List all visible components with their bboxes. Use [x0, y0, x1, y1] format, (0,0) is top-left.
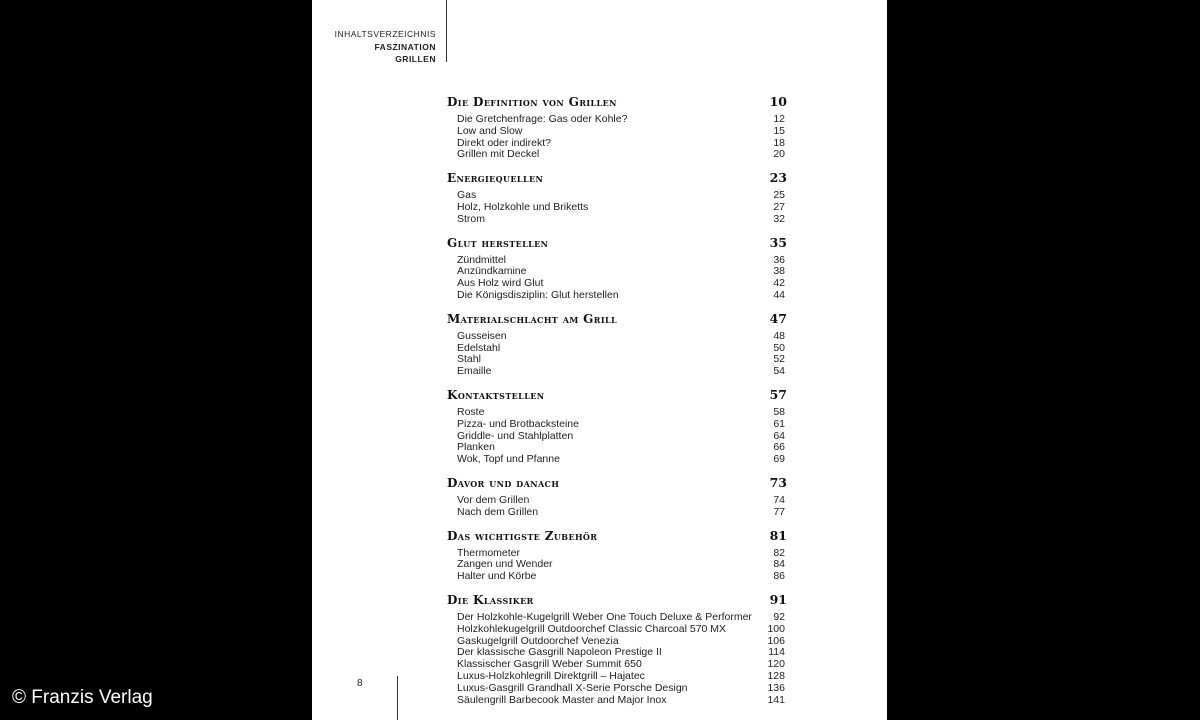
toc-section: [447, 311, 787, 377]
entry-label: Halter und Körbe: [457, 570, 537, 583]
toc-entry: [447, 265, 787, 277]
toc-entry: [447, 289, 787, 301]
section-page-number: 23: [769, 170, 787, 186]
section-title: Kontaktstellen: [447, 387, 545, 402]
entry-page-number: 141: [767, 693, 785, 706]
toc-entry: [447, 330, 787, 342]
toc-section-heading: [447, 387, 787, 406]
toc-entry: [447, 658, 787, 670]
header-line-1: INHALTSVERZEICHNIS: [334, 29, 436, 39]
toc-entry: [447, 113, 787, 125]
entry-label: Emaille: [457, 365, 492, 378]
section-title: Die Definition von Grillen: [447, 95, 617, 109]
toc-entry: [447, 694, 787, 706]
toc-entry: [447, 570, 787, 582]
entry-page-number: 114: [768, 646, 785, 659]
toc-section: [447, 94, 787, 160]
toc-section-heading: [447, 170, 787, 189]
entry-page-number: 82: [773, 546, 785, 559]
toc-entry: [447, 670, 787, 682]
entry-label: Aus Holz wird Glut: [457, 277, 544, 290]
toc-section-heading: [447, 311, 787, 330]
toc-entry: [447, 213, 787, 225]
entry-page-number: 106: [767, 634, 785, 647]
entry-label: Edelstahl: [457, 341, 501, 354]
toc-section: [447, 475, 787, 518]
toc-section-heading: [447, 94, 787, 113]
entry-page-number: 64: [773, 429, 785, 442]
header-line-2: FASZINATION: [374, 41, 436, 52]
toc-section-heading: [447, 592, 787, 611]
entry-page-number: 100: [767, 622, 785, 635]
toc-section: [447, 387, 787, 465]
entry-label: Griddle- und Stahlplatten: [457, 429, 574, 442]
entry-page-number: 77: [773, 505, 785, 518]
entry-page-number: 74: [773, 493, 785, 506]
entry-label: Low and Slow: [457, 124, 523, 137]
entry-label: Der klassische Gasgrill Napoleon Prestige II: [457, 646, 662, 659]
toc-entry: [447, 365, 787, 377]
entry-page-number: 136: [767, 681, 785, 694]
entry-page-number: 84: [773, 558, 785, 571]
entry-page-number: 18: [773, 136, 785, 149]
toc-entry: [447, 453, 787, 465]
entry-page-number: 128: [767, 669, 785, 682]
entry-label: Direkt oder indirekt?: [457, 136, 551, 149]
entry-label: Luxus-Holzkohlegrill Direktgrill – Hajatec: [457, 669, 645, 682]
entry-page-number: 58: [773, 405, 785, 418]
toc-section-heading: [447, 235, 787, 254]
section-title: Glut herstellen: [447, 235, 549, 250]
entry-label: Thermometer: [457, 546, 521, 559]
toc-section-heading: [447, 528, 787, 547]
toc-section-heading: [447, 475, 787, 494]
section-title: Materialschlacht am Grill: [447, 311, 618, 326]
entry-label: Wok, Topf und Pfanne: [457, 453, 560, 466]
toc-entry: [447, 189, 787, 201]
entry-page-number: 69: [773, 453, 785, 466]
toc-entry: [447, 494, 787, 506]
section-page-number: 81: [769, 527, 787, 543]
toc-entry: [447, 558, 787, 570]
entry-page-number: 38: [773, 265, 785, 278]
section-page-number: 47: [769, 310, 787, 326]
entry-label: Gusseisen: [457, 329, 507, 342]
toc-entry: [447, 353, 787, 365]
section-page-number: 35: [769, 234, 787, 250]
toc-section: [447, 592, 787, 705]
entry-page-number: 54: [773, 365, 785, 378]
entry-page-number: 12: [773, 113, 785, 125]
toc-entry: [447, 611, 787, 623]
toc-entry: [447, 201, 787, 213]
entry-label: Nach dem Grillen: [457, 505, 539, 518]
entry-page-number: 32: [773, 212, 785, 225]
entry-label: Gaskugelgrill Outdoorchef Venezia: [457, 634, 619, 647]
toc-entry: [447, 418, 787, 430]
section-page-number: 57: [769, 386, 787, 402]
toc-entry: [447, 441, 787, 453]
entry-label: Die Königsdisziplin: Glut herstellen: [457, 288, 619, 301]
entry-page-number: 20: [773, 148, 785, 161]
section-page-number: 10: [769, 94, 787, 109]
entry-label: Grillen mit Deckel: [457, 148, 540, 161]
entry-page-number: 15: [773, 124, 785, 137]
entry-page-number: 92: [773, 610, 785, 623]
entry-page-number: 66: [773, 441, 785, 454]
table-of-contents: [447, 94, 787, 715]
section-page-number: 73: [769, 474, 787, 490]
toc-section: [447, 235, 787, 301]
entry-label: Holz, Holzkohle und Briketts: [457, 200, 589, 213]
entry-page-number: 50: [773, 341, 785, 354]
entry-label: Der Holzkohle-Kugelgrill Weber One Touch Deluxe & Performer: [457, 610, 752, 623]
entry-label: Säulengrill Barbecook Master and Major Inox: [457, 693, 667, 706]
entry-page-number: 48: [773, 329, 785, 342]
entry-label: Anzündkamine: [457, 265, 527, 278]
section-title: Energiequellen: [447, 171, 544, 186]
section-title: Das wichtigste Zubehör: [447, 528, 598, 543]
entry-label: Klassischer Gasgrill Weber Summit 650: [457, 658, 642, 671]
header-line-3: GRILLEN: [395, 54, 436, 64]
copyright-notice: © Franzis Verlag: [12, 687, 153, 708]
entry-label: Zündmittel: [457, 253, 507, 266]
header-rule: [446, 0, 447, 62]
entry-label: Pizza- und Brotbacksteine: [457, 417, 579, 430]
entry-page-number: 42: [773, 277, 785, 290]
toc-entry: [447, 125, 787, 137]
toc-entry: [447, 277, 787, 289]
toc-entry: [447, 506, 787, 518]
entry-page-number: 61: [773, 417, 785, 430]
entry-label: Stahl: [457, 353, 481, 366]
entry-label: Roste: [457, 405, 485, 418]
section-page-number: 91: [769, 591, 787, 607]
toc-entry: [447, 646, 787, 658]
entry-label: Strom: [457, 212, 486, 225]
entry-page-number: 120: [767, 658, 785, 671]
toc-entry: [447, 430, 787, 442]
toc-entry: [447, 148, 787, 160]
toc-entry: [447, 342, 787, 354]
entry-label: Holzkohlekugelgrill Outdoorchef Classic Charcoal 570 MX: [457, 622, 727, 635]
entry-label: Die Gretchenfrage: Gas oder Kohle?: [457, 113, 628, 125]
entry-label: Gas: [457, 189, 477, 202]
entry-page-number: 86: [773, 570, 785, 583]
toc-entry: [447, 682, 787, 694]
toc-entry: [447, 623, 787, 635]
toc-entry: [447, 254, 787, 266]
running-header: [330, 28, 436, 66]
entry-page-number: 44: [773, 288, 785, 301]
entry-page-number: 52: [773, 353, 785, 366]
section-title: Die Klassiker: [447, 592, 534, 607]
entry-label: Zangen und Wender: [457, 558, 553, 571]
toc-entry: [447, 547, 787, 559]
toc-entry: [447, 137, 787, 149]
section-title: Davor und danach: [447, 475, 560, 490]
page-number: 8: [357, 678, 363, 689]
entry-label: Planken: [457, 441, 495, 454]
toc-entry: [447, 406, 787, 418]
entry-page-number: 36: [773, 253, 785, 266]
toc-entry: [447, 635, 787, 647]
toc-section: [447, 170, 787, 224]
footer-rule: [397, 676, 398, 720]
entry-label: Vor dem Grillen: [457, 493, 530, 506]
entry-label: Luxus-Gasgrill Grandhall X-Serie Porsche Design: [457, 681, 688, 694]
toc-section: [447, 528, 787, 582]
entry-page-number: 27: [773, 200, 785, 213]
entry-page-number: 25: [773, 189, 785, 202]
